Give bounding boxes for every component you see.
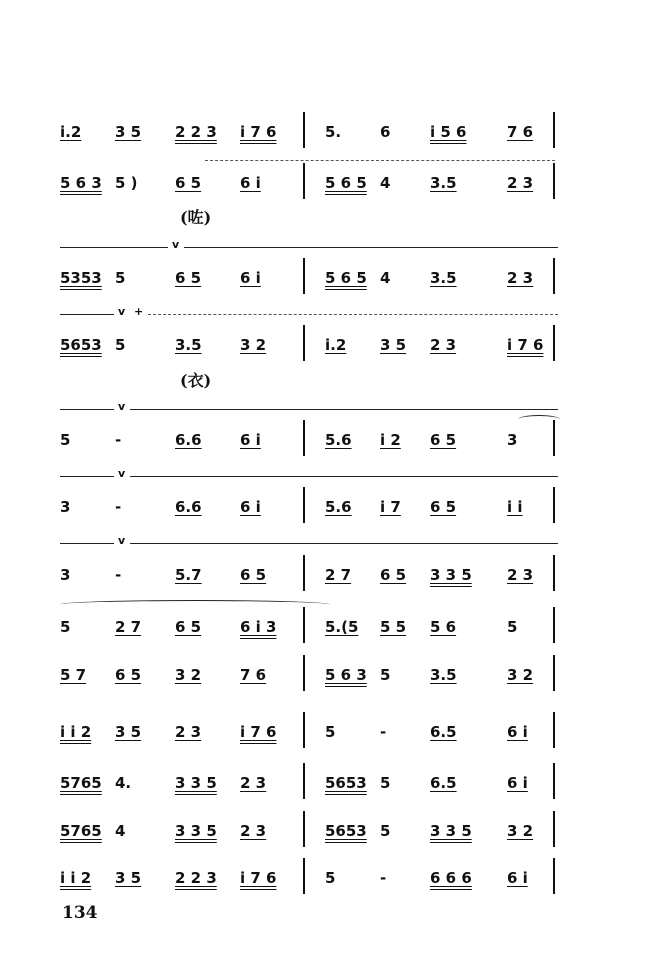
note-group: 5 6 5 (325, 269, 367, 287)
bar-line (553, 163, 555, 199)
note-group: 5. (325, 123, 342, 141)
note-group: 2 7 (115, 618, 142, 636)
score-row (0, 112, 660, 148)
note-group: i 2 (380, 431, 401, 449)
phrase-line (130, 543, 558, 544)
note-group: - (380, 869, 387, 887)
bar-line (553, 258, 555, 294)
note-group: 5 (380, 774, 391, 792)
breath-mark: v (118, 305, 126, 318)
note-group: 5 6 (430, 618, 457, 636)
score-row (0, 655, 660, 691)
bar-line (303, 763, 305, 799)
note-group: 6 5 (175, 174, 202, 192)
score-row (0, 487, 660, 523)
note-group: 3 3 5 (430, 822, 472, 840)
score-row (0, 712, 660, 748)
note-group: 7 6 (240, 666, 267, 684)
note-group: 5653 (60, 336, 102, 354)
note-group: 5765 (60, 822, 102, 840)
bar-line (303, 420, 305, 456)
note-group: 2 3 (507, 174, 534, 192)
note-group: 3 2 (507, 822, 534, 840)
bar-line (303, 655, 305, 691)
lyric-text: (衣) (180, 371, 212, 390)
note-group: 5 (60, 618, 71, 636)
note-group: 5.6 (325, 431, 352, 449)
bar-line (303, 112, 305, 148)
note-group: 5.6 (325, 498, 352, 516)
note-group: 2 3 (240, 774, 267, 792)
bar-line (553, 112, 555, 148)
note-group: - (115, 566, 122, 584)
note-group: 5 ) (115, 174, 138, 192)
note-group: 5 (380, 822, 391, 840)
note-group: - (380, 723, 387, 741)
note-group: 6 i (240, 431, 261, 449)
note-group: 3 (60, 498, 71, 516)
note-group: 3.5 (430, 666, 457, 684)
note-group: 5 (325, 869, 336, 887)
note-group: 6 i (240, 269, 261, 287)
note-group: i.2 (325, 336, 347, 354)
breath-mark: v (118, 467, 126, 480)
note-group: 5765 (60, 774, 102, 792)
slur (60, 600, 330, 609)
plus-mark: + (134, 305, 144, 318)
note-group: 4 (380, 174, 391, 192)
bar-line (303, 555, 305, 591)
bar-line (553, 420, 555, 456)
breath-mark: v (118, 400, 126, 413)
score-row (0, 763, 660, 799)
note-group: 3.5 (175, 336, 202, 354)
note-group: 6 i (240, 498, 261, 516)
bar-line (553, 712, 555, 748)
note-group: 5 5 (380, 618, 407, 636)
note-group: i 7 6 (240, 723, 277, 741)
note-group: 3 2 (240, 336, 267, 354)
phrase-line (184, 247, 558, 248)
score-row (0, 420, 660, 456)
note-group: 5 7 (60, 666, 87, 684)
breath-mark: v (172, 238, 180, 251)
breath-mark: v (118, 534, 126, 547)
note-group: 2 3 (507, 566, 534, 584)
note-group: 5353 (60, 269, 102, 287)
note-group: 5 (380, 666, 391, 684)
phrase-line (130, 409, 558, 410)
note-group: i 7 6 (240, 869, 277, 887)
note-group: 6 (380, 123, 391, 141)
note-group: 3 5 (115, 723, 142, 741)
bar-line (553, 763, 555, 799)
note-group: 3 2 (175, 666, 202, 684)
phrase-line (130, 476, 558, 477)
score-row (0, 325, 660, 361)
note-group: 6.5 (430, 774, 457, 792)
note-group: 3.5 (430, 174, 457, 192)
phrase-line (60, 314, 114, 315)
score-row (0, 811, 660, 847)
note-group: 3 5 (115, 869, 142, 887)
note-group: 3 (507, 431, 518, 449)
page-number: 134 (62, 903, 98, 923)
bar-line (303, 325, 305, 361)
note-group: 6 i (507, 723, 528, 741)
note-group: 2 3 (507, 269, 534, 287)
note-group: 6 i (507, 774, 528, 792)
note-group: 3 3 5 (175, 774, 217, 792)
note-group: 5653 (325, 822, 367, 840)
slur (518, 415, 560, 424)
bar-line (553, 487, 555, 523)
note-group: 6 5 (240, 566, 267, 584)
note-group: 5.(5 (325, 618, 359, 636)
note-group: 6.6 (175, 498, 202, 516)
note-group: 5 (325, 723, 336, 741)
tie-line (205, 160, 555, 161)
bar-line (553, 607, 555, 643)
bar-line (553, 555, 555, 591)
note-group: i i (507, 498, 523, 516)
note-group: 3 2 (507, 666, 534, 684)
bar-line (303, 163, 305, 199)
note-group: 6 5 (115, 666, 142, 684)
note-group: i 7 6 (507, 336, 544, 354)
note-group: 6.5 (430, 723, 457, 741)
note-group: 4 (380, 269, 391, 287)
note-group: 3 5 (115, 123, 142, 141)
note-group: 5 6 3 (60, 174, 102, 192)
note-group: 6 5 (430, 431, 457, 449)
note-group: 2 7 (325, 566, 352, 584)
bar-line (303, 258, 305, 294)
note-group: 6 i (507, 869, 528, 887)
score-row (0, 163, 660, 199)
note-group: 2 3 (430, 336, 457, 354)
note-group: 6 5 (175, 618, 202, 636)
score-row (0, 607, 660, 643)
bar-line (303, 607, 305, 643)
note-group: 4 (115, 822, 126, 840)
bar-line (553, 325, 555, 361)
note-group: 2 3 (240, 822, 267, 840)
note-group: 6 5 (430, 498, 457, 516)
note-group: 5 (115, 336, 126, 354)
lyric-text: (咗) (180, 208, 212, 227)
phrase-line (60, 247, 168, 248)
note-group: 2 2 3 (175, 123, 217, 141)
note-group: 5653 (325, 774, 367, 792)
note-group: 3 5 (380, 336, 407, 354)
note-group: i 5 6 (430, 123, 467, 141)
note-group: 2 3 (175, 723, 202, 741)
note-group: 3 (60, 566, 71, 584)
note-group: - (115, 498, 122, 516)
phrase-line (60, 476, 114, 477)
bar-line (553, 655, 555, 691)
note-group: 4. (115, 774, 132, 792)
score-row (0, 258, 660, 294)
note-group: 5 (115, 269, 126, 287)
phrase-line (60, 409, 114, 410)
bar-line (553, 858, 555, 894)
note-group: 6 5 (175, 269, 202, 287)
score-row (0, 858, 660, 894)
note-group: i 7 (380, 498, 401, 516)
note-group: 2 2 3 (175, 869, 217, 887)
phrase-line (148, 314, 558, 315)
note-group: 5 6 5 (325, 174, 367, 192)
note-group: 5 (507, 618, 518, 636)
note-group: 3.5 (430, 269, 457, 287)
note-group: i i 2 (60, 723, 92, 741)
phrase-line (60, 543, 114, 544)
note-group: 6 i (240, 174, 261, 192)
score-row (0, 555, 660, 591)
note-group: i 7 6 (240, 123, 277, 141)
note-group: 6.6 (175, 431, 202, 449)
note-group: 5.7 (175, 566, 202, 584)
bar-line (553, 811, 555, 847)
bar-line (303, 712, 305, 748)
note-group: 3 3 5 (175, 822, 217, 840)
note-group: 5 6 3 (325, 666, 367, 684)
note-group: i.2 (60, 123, 82, 141)
bar-line (303, 487, 305, 523)
note-group: i i 2 (60, 869, 92, 887)
note-group: 7 6 (507, 123, 534, 141)
bar-line (303, 811, 305, 847)
note-group: 5 (60, 431, 71, 449)
bar-line (303, 858, 305, 894)
note-group: 6 6 6 (430, 869, 472, 887)
note-group: 6 5 (380, 566, 407, 584)
note-group: 3 3 5 (430, 566, 472, 584)
note-group: 6 i 3 (240, 618, 277, 636)
note-group: - (115, 431, 122, 449)
